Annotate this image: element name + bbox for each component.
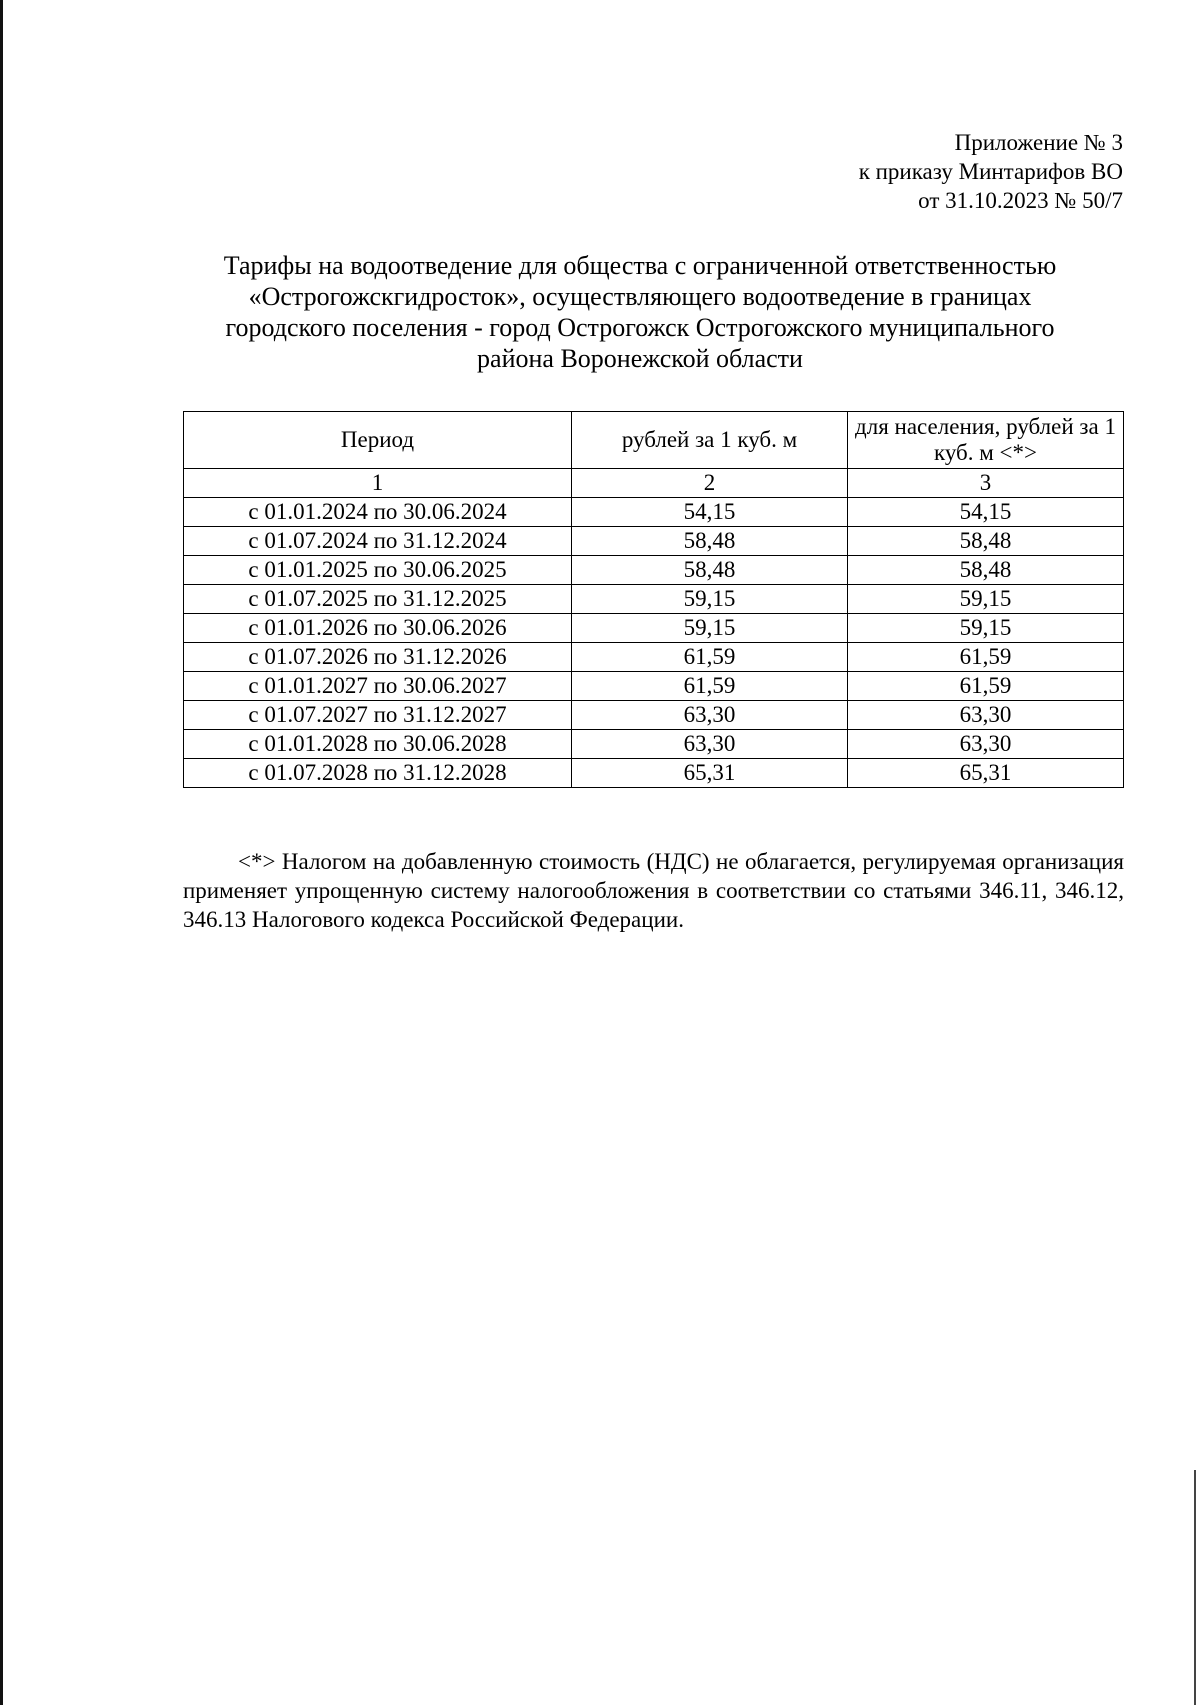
table-row: [184, 527, 1124, 556]
scan-left-edge: [0, 0, 3, 1705]
rate-cell: 61,59: [572, 672, 848, 701]
title-line-1: Тарифы на водоотведение для общества с ограниченной ответственностью: [223, 251, 1057, 280]
table-row: [184, 643, 1124, 672]
population-rate-cell: 63,30: [848, 730, 1124, 759]
table-header-row: [184, 412, 1124, 469]
rate-cell: 58,48: [572, 556, 848, 585]
table-row: [184, 556, 1124, 585]
rate-cell: 61,59: [572, 643, 848, 672]
population-rate-cell: 54,15: [848, 498, 1124, 527]
period-cell: с 01.01.2026 по 30.06.2026: [184, 614, 572, 643]
table-row: [184, 701, 1124, 730]
table-row: [184, 585, 1124, 614]
period-cell: с 01.07.2024 по 31.12.2024: [184, 527, 572, 556]
population-rate-cell: 59,15: [848, 585, 1124, 614]
table-row: [184, 614, 1124, 643]
rate-cell: 54,15: [572, 498, 848, 527]
tariff-table: [183, 411, 1124, 788]
table-number-row: [184, 469, 1124, 498]
rate-cell: 59,15: [572, 614, 848, 643]
title-line-2: «Острогожскгидросток», осуществляющего водоотведение в границах: [248, 282, 1032, 311]
period-cell: с 01.07.2025 по 31.12.2025: [184, 585, 572, 614]
vat-footnote: <*> Налогом на добавленную стоимость (НДС) не облагается, регулируемая организация применяет упрощенную систему налогообложения в соответствии со статьями 346.11, 346.12, 346.13 Налогового кодекса Российской Федерации.: [183, 849, 1124, 932]
population-rate-cell: 59,15: [848, 614, 1124, 643]
population-rate-cell: 58,48: [848, 527, 1124, 556]
title-line-4: района Воронежской области: [477, 344, 803, 373]
rate-cell: 59,15: [572, 585, 848, 614]
header-population-rate: для населения, рублей за 1 куб. м <*>: [848, 412, 1124, 469]
column-number: 3: [848, 469, 1124, 498]
document-title: [180, 250, 1100, 374]
table-row: [184, 672, 1124, 701]
title-line-3: городского поселения - город Острогожск Острогожского муниципального: [225, 313, 1055, 342]
table-row: [184, 498, 1124, 527]
period-cell: с 01.01.2028 по 30.06.2028: [184, 730, 572, 759]
table-row: [184, 759, 1124, 788]
period-cell: с 01.01.2024 по 30.06.2024: [184, 498, 572, 527]
column-number: 2: [572, 469, 848, 498]
population-rate-cell: 63,30: [848, 701, 1124, 730]
header-period: Период: [184, 412, 572, 469]
header-rate: рублей за 1 куб. м: [572, 412, 848, 469]
rate-cell: 58,48: [572, 527, 848, 556]
scan-right-mark: [1194, 1470, 1196, 1705]
appendix-number: Приложение № 3: [954, 130, 1123, 155]
population-rate-cell: 61,59: [848, 672, 1124, 701]
rate-cell: 63,30: [572, 730, 848, 759]
appendix-date: от 31.10.2023 № 50/7: [918, 188, 1123, 213]
period-cell: с 01.01.2025 по 30.06.2025: [184, 556, 572, 585]
rate-cell: 65,31: [572, 759, 848, 788]
period-cell: с 01.07.2026 по 31.12.2026: [184, 643, 572, 672]
appendix-order: к приказу Минтарифов ВО: [858, 159, 1123, 184]
population-rate-cell: 58,48: [848, 556, 1124, 585]
population-rate-cell: 65,31: [848, 759, 1124, 788]
column-number: 1: [184, 469, 572, 498]
period-cell: с 01.07.2028 по 31.12.2028: [184, 759, 572, 788]
table-row: [184, 730, 1124, 759]
period-cell: с 01.07.2027 по 31.12.2027: [184, 701, 572, 730]
rate-cell: 63,30: [572, 701, 848, 730]
appendix-reference: [859, 128, 1123, 215]
period-cell: с 01.01.2027 по 30.06.2027: [184, 672, 572, 701]
population-rate-cell: 61,59: [848, 643, 1124, 672]
